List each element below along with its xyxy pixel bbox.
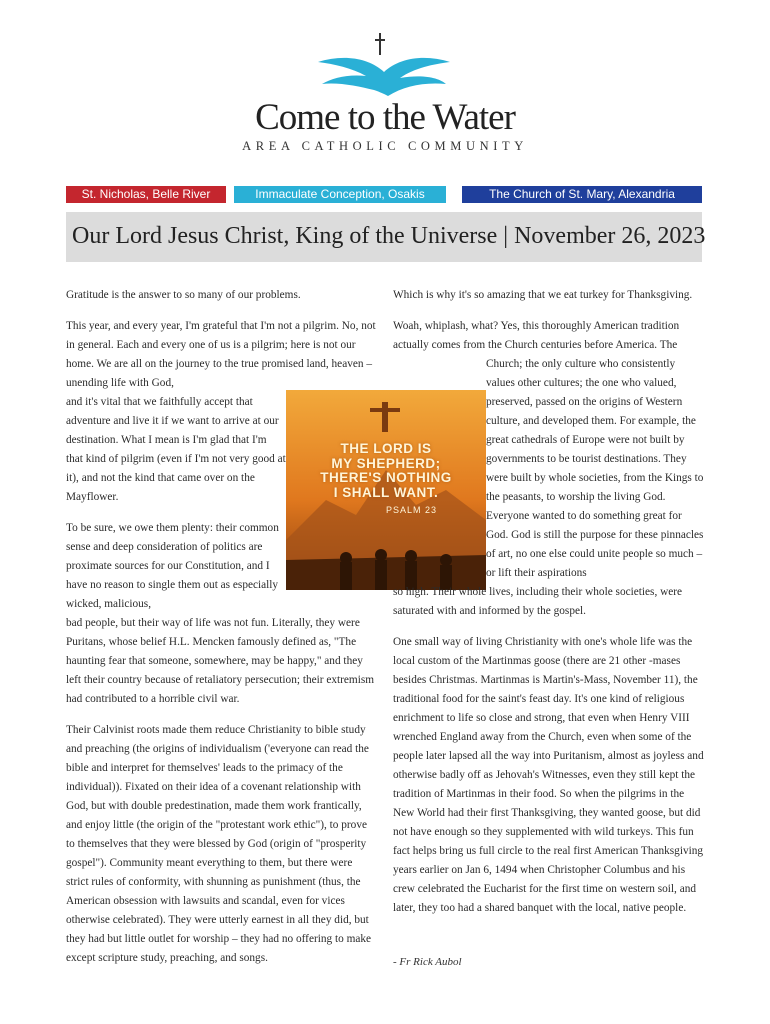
parish-bar xyxy=(66,186,702,203)
brand-subtitle: AREA CATHOLIC COMMUNITY xyxy=(242,139,528,153)
headline-banner xyxy=(66,212,706,262)
paragraph: bad people, but their way of life was not fun. Literally, they were Puritans, whose belief H.L. Mencken famously defined as, "The haunting fear that someone, somewhere, may be happy," and they left their country because of retaliatory persecution; their extremism had contributed to a horrible civil war. xyxy=(66,617,375,705)
logo xyxy=(0,0,770,170)
paragraph: Their Calvinist roots made them reduce Christianity to bible study and preaching (the origins of individualism ('everyone can read the bible and interpret for themselves' leads to the primacy of the individual)). Fixated on their idea of a covenant relationship with God, but with double predestination, made them work frantically, and enjoy little (the origin of the "protestant work ethic"), to prove to themselves that they were blessed by God (origin of "prosperity gospel"). Community meant everything to them, but there were strict rules of conformity, with shunning as punishment (thus, the American obsession with lawsuits and scandal, even for vices otherwise celebrated). They were utterly earnest in all they did, but they had but little outlet for worship – they had no offering to make except scripture study, preaching, and songs. xyxy=(66,724,372,964)
signature: - Fr Rick Aubol xyxy=(393,956,462,968)
headline-title: Our Lord Jesus Christ, King of the Universe | November 26, 2023 xyxy=(72,223,706,249)
paragraph: Woah, whiplash, what? Yes, this thoroughly American tradition actually comes from the Church centuries before America. The xyxy=(393,320,680,351)
parish-st-nicholas: St. Nicholas, Belle River xyxy=(66,186,226,203)
parish-immaculate-conception: Immaculate Conception, Osakis xyxy=(234,186,446,203)
dove-icon xyxy=(314,52,454,98)
psalm-quote: THE LORD IS MY SHEPHERD; THERE'S NOTHING I SHALL WANT. xyxy=(320,441,452,500)
paragraph: To be sure, we owe them plenty: their common sense and deep consideration of politics are proximate sources for our Constitution, and I have no reason to single them out as especially wicked, malicious, xyxy=(66,522,279,610)
psalm-citation: PSALM 23 xyxy=(386,505,438,515)
right-column xyxy=(393,286,705,930)
paragraph: and it's vital that we faithfully accept that adventure and live it if we want to arrive at our destination. What I mean is I'm glad that I'm that kind of pilgrim (even if I'm not very good at it), and not the kind that came over on the Mayflower. xyxy=(66,396,286,503)
paragraph: This year, and every year, I'm grateful that I'm not a pilgrim. No, not in general. Each and every one of us is a pilgrim; here is not our home. We are all on the journey to the true promised land, heaven – unending life with God, xyxy=(66,320,376,389)
parish-st-mary: The Church of St. Mary, Alexandria xyxy=(462,186,702,203)
paragraph: Church; the only culture who consistently values other cultures; the one who valued, preserved, passed on the origins of Western culture, and developed them. For example, the great cathedrals of Europe were not built by governments to be tourist destinations. They were built by whole societies, from the Kings to the peasants, to worship the living God. Everyone wanted to do something great for God. God is still the purpose for these pinnacles of art, no one else could unite people so much – or lift their aspirations xyxy=(486,358,704,579)
brand-title: Come to the Water xyxy=(255,97,515,138)
paragraph: Which is why it's so amazing that we eat turkey for Thanksgiving. xyxy=(393,289,693,301)
paragraph: so high. Their whole lives, including their whole societies, were saturated with and informed by the gospel. xyxy=(393,586,683,617)
paragraph: Gratitude is the answer to so many of our problems. xyxy=(66,289,301,301)
paragraph: One small way of living Christianity with one's whole life was the local custom of the Martinmas goose (there are 21 other -mases besides Christmas. Martinmas is Martin's-Mass, November 11), the traditional food for the saint's feast day. It's one kind of religious enrichment to life so close and strong, that even when Henry VIII wrenched England away from the Church, even when some of the people later lapsed all the way into Puritanism, almost as joyless and otherwise badly off as Jehovah's Witnesses, even they still kept the tradition of Martinmas in their food. So when the pilgrims in the New World had their first Thanksgiving, they wanted goose, but did not have enough so they supplemented with wild turkeys. This fun fact helps bring us full circle to the real first American Thanksgiving years earlier on Jan 6, 1494 when Christopher Columbus and his crew celebrated the Eucharist for the first time on western soil, and later, they too had a shared banquet with the local, native people. xyxy=(393,636,704,914)
